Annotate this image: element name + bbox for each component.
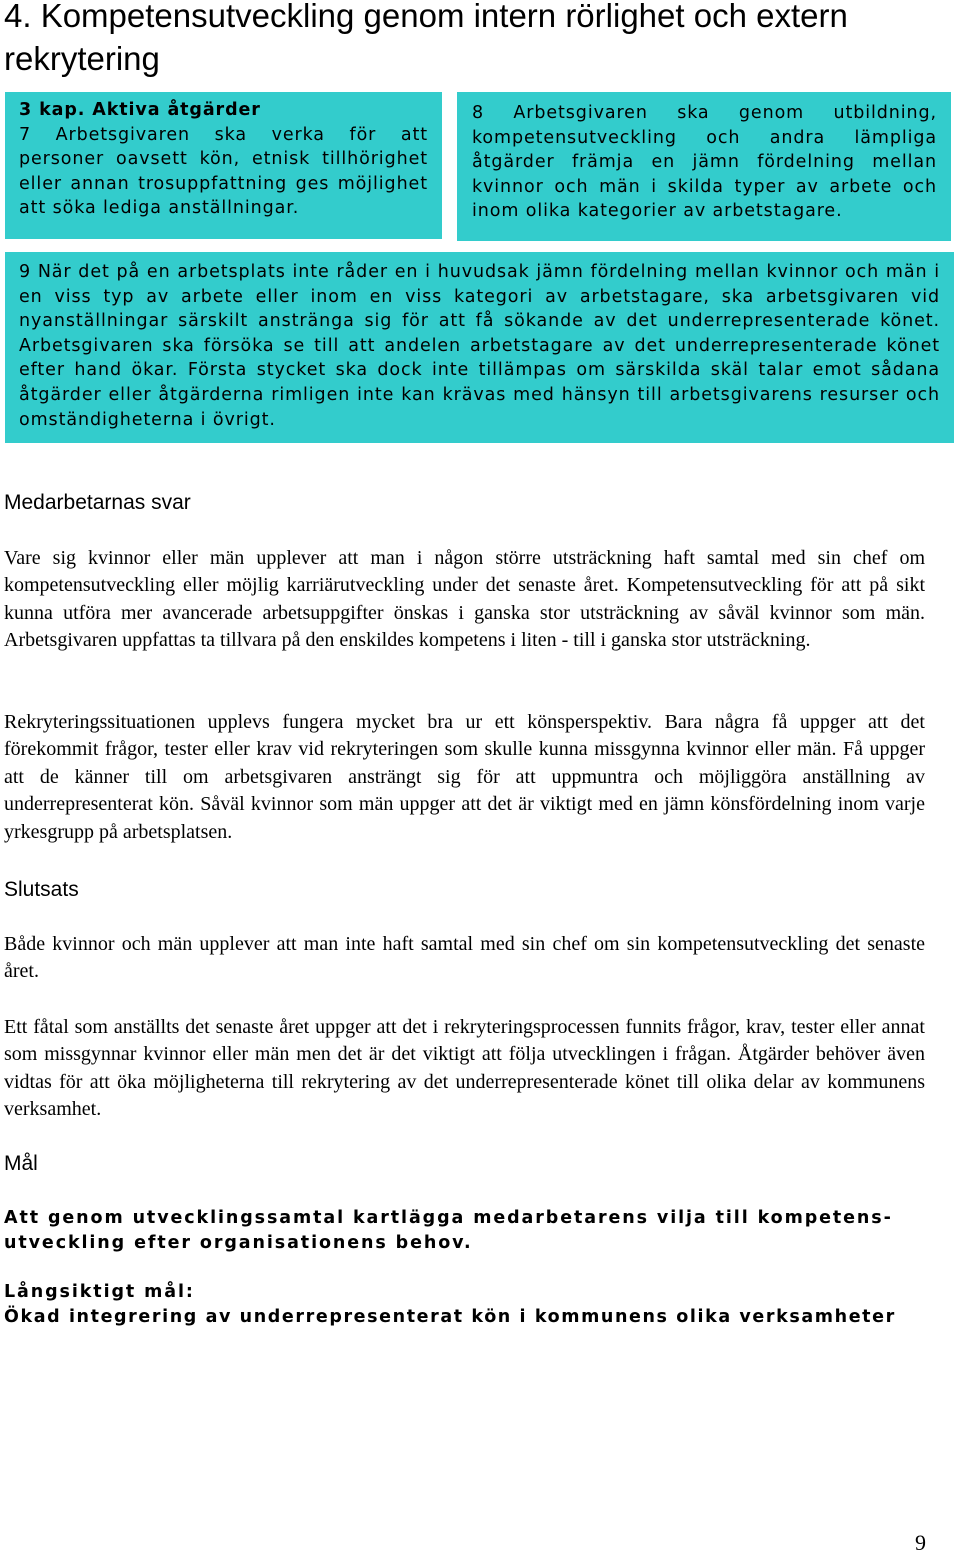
conclusion-heading: Slutsats — [4, 878, 79, 901]
chapter-heading: 3 kap. Aktiva åtgärder — [19, 100, 261, 120]
conclusion-paragraph-2: Ett fåtal som anställts det senaste året uppger att det i rekryteringsprocessen funnits frågor, krav, tester eller annat som missgynnar kvinnor eller män men det är det viktigt att följa utvecklingen i frågan. Åtgärder behöver även vidtas för att öka möjligheterna till rekrytering av det underrepresenterade könet till olika delar av kommunens verksamhet. — [4, 1016, 925, 1121]
page-title: 4. Kompetensutveckling genom intern rörlighet och extern rekrytering — [4, 0, 848, 77]
section-9-text: 9 När det på en arbetsplats inte råder en i huvudsak jämn fördelning mellan kvinnor och män i en viss typ av arbete eller inom en viss kategori av arbetstagare, ska arbetsgivaren vid nyanställningar särskilt anstränga sig för att få sökande av det underrepresenterade könet. Arbetsgivaren ska försöka se till att andelen arbetstagare av det underrepresenterade könet efter hand ökar. Första stycket ska dock inte tillämpas om särskilda skäl talar emot sådana åtgärder eller åtgärderna rimligen inte kan krävas med hänsyn till arbetsgivarens resurser och omständigheterna i övrigt. — [19, 262, 940, 430]
section-8-text: 8 Arbetsgivaren ska genom utbildning, kompetensutveckling och andra lämpliga åtgärder främja en jämn fördelning mellan kvinnor och män i skilda typer av arbete och inom olika kategorier av arbetstagare. — [472, 103, 937, 222]
law-box-section-8 — [457, 92, 951, 241]
law-box-section-9 — [5, 252, 954, 443]
answers-paragraph-1: Vare sig kvinnor eller män upplever att man i någon större utsträckning haft samtal med sin chef om kompetensutveckling eller möjlig karriärutveckling under det senaste året. Kompetensutveckling för att på sikt kunna utföra mer avancerade arbetsuppgifter önskas i ganska stor utsträckning av såväl kvinnor som män. Arbetsgivaren uppfattas ta tillvara på den enskildes kompetens i liten - till i ganska stor utsträckning. — [4, 547, 925, 652]
long-term-goal-label: Långsiktigt mål: — [4, 1282, 195, 1302]
section-7-text: 7 Arbetsgivaren ska verka för att personer oavsett kön, etnisk tillhörighet eller annan trosuppfattning ges möjlighet att söka lediga anställningar. — [19, 124, 428, 219]
answers-paragraph-2: Rekryteringssituationen upplevs fungera mycket bra ur ett könsperspektiv. Bara några få uppger att det förekommit frågor, tester eller krav vid rekryteringen som skulle kunna missgynna kvinnor eller män. Få uppger att de känner till om arbetsgivaren ansträngt sig för att uppmuntra och möjliggöra anställning av underrepresenterat kön. Såväl kvinnor som män uppger att det är viktigt med en jämn könsfördelning inom varje yrkesgrupp på arbetsplatsen. — [4, 711, 925, 843]
law-box-section-7 — [5, 92, 442, 239]
answers-heading: Medarbetarnas svar — [4, 491, 191, 514]
goal-heading: Mål — [4, 1152, 38, 1175]
conclusion-paragraph-1: Både kvinnor och män upplever att man inte haft samtal med sin chef om sin kompetensutveckling det senaste året. — [4, 933, 925, 983]
page-number: 9 — [915, 1530, 926, 1555]
goal-text: Att genom utvecklingssamtal kartlägga medarbetarens vilja till kompetens-utveckling efter organisationens behov. — [4, 1208, 893, 1253]
long-term-goal-text: Ökad integrering av underrepresenterat kön i kommunens olika verksamheter — [4, 1307, 896, 1327]
